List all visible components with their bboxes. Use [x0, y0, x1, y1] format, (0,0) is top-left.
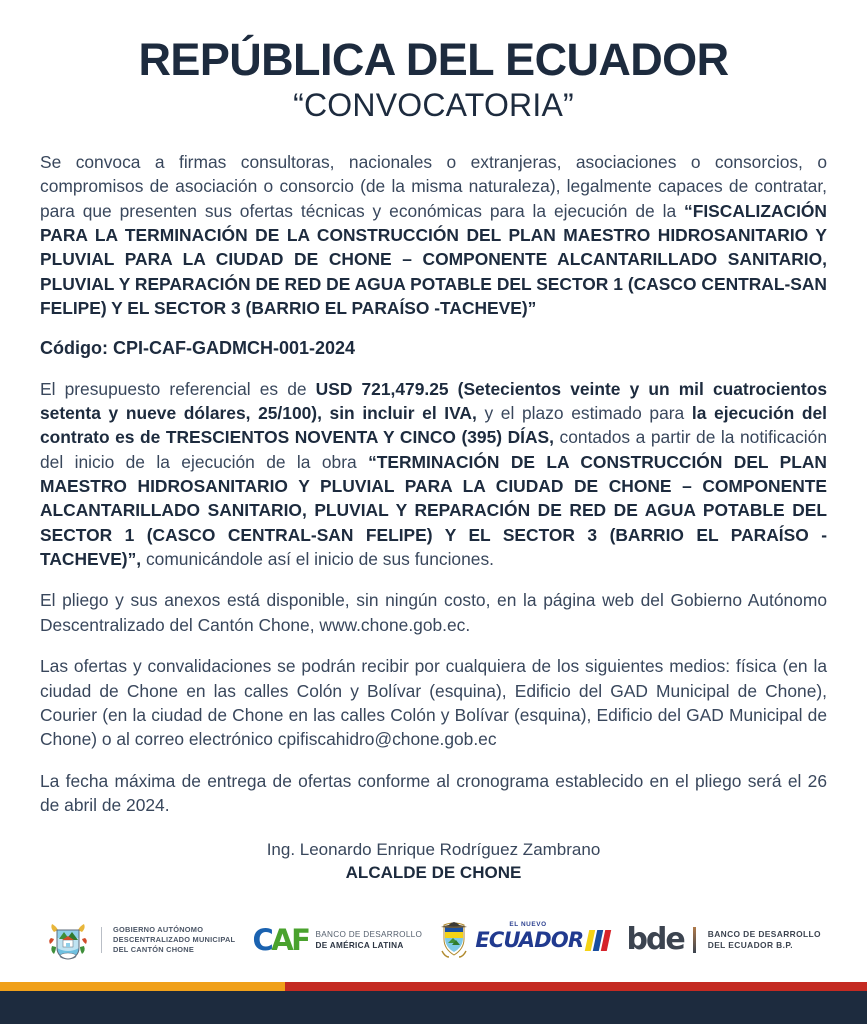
accent-bar — [0, 982, 867, 991]
ecuador-shield-icon — [439, 921, 469, 959]
bde-wordmark-icon: bde — [626, 922, 684, 957]
gad-line-3: DEL CANTÓN CHONE — [113, 944, 195, 954]
signature-block — [40, 839, 827, 885]
signatory-role: ALCALDE DE CHONE — [345, 863, 522, 883]
bde-label — [708, 929, 821, 952]
footer-logos — [0, 898, 867, 982]
accent-bar-red — [285, 982, 867, 991]
contract-term: la ejecución del contrato es de TRESCIENTOS NOVENTA Y CINCO (395) DÍAS, — [40, 402, 828, 448]
caf-line-2: DE AMÉRICA LATINA — [315, 941, 404, 950]
paragraph-presupuesto — [40, 377, 827, 572]
bde-divider — [693, 927, 696, 953]
gad-line-1: GOBIERNO AUTÓNOMO — [113, 925, 204, 935]
gad-line-2: DESCENTRALIZADO MUNICIPAL — [113, 935, 236, 944]
ecuador-flag-icon — [585, 930, 611, 951]
logo-ecuador — [439, 921, 609, 959]
paragraph-2-closing: comunicándole así el inicio de sus funciones. — [141, 549, 494, 570]
logo-divider — [101, 927, 102, 953]
ecuador-tagline: EL NUEVO — [509, 920, 547, 928]
logo-caf — [252, 922, 423, 957]
page-title: REPÚBLICA DEL ECUADOR — [138, 34, 729, 85]
term-notes: contados a partir de la notificación del inicio de la ejecución de la obra — [40, 427, 827, 472]
paragraph-ofertas: Las ofertas y convalidaciones se podrán recibir por cualquiera de los siguientes medios: física (en la ciudad de Chone en las calles Colón y Bolívar (esquina), Edificio del GAD Municipal de Chone), Courier (en la ciudad de Chone en las calles Colón y Bolívar (esquina), Edificio del GAD Municipal de Chone) o al correo electrónico cpifiscahidro@chone.gob.ec — [40, 656, 827, 750]
document-body — [0, 150, 867, 885]
paragraph-1-intro: Se convoca a firmas consultoras, nacionales o extranjeras, asociaciones o consorcios, o compromisos de asociación o consorcio (de la misma naturaleza), legalmente capaces de contratar, para que presenten sus ofertas técnicas y económicas para la ejecución de la — [40, 152, 827, 221]
logo-bde — [626, 922, 821, 957]
project-name-2: “TERMINACIÓN DE LA CONSTRUCCIÓN DEL PLAN MAESTRO HIDROSANITARIO Y PLUVIAL PARA LA CIUDAD DE CHONE – COMPONENTE ALCANTARILLADO SANITARIO, PLUVIAL Y REPARACIÓN DE RED DE AGUA POTABLE DEL SECTOR 1 (CASCO CENTRAL-SAN FELIPE) Y EL SECTOR 3 (BARRIO EL PARAÍSO -TACHEVE)”, — [40, 451, 827, 570]
term-intro: y el plazo estimado para — [476, 402, 692, 423]
logo-gad-chone — [46, 918, 235, 962]
caf-mark-c: C — [252, 922, 272, 957]
project-name-1: “FISCALIZACIÓN PARA LA TERMINACIÓN DE LA CONSTRUCCIÓN DEL PLAN MAESTRO HIDROSANITARIO Y PLUVIAL PARA LA CIUDAD DE CHONE – COMPONENTE ALCANTARILLADO SANITARIO, PLUVIAL Y REPARACIÓN DE RED DE AGUA POTABLE DEL SECTOR 1 (CASCO CENTRAL-SAN FELIPE) Y EL SECTOR 3 (BARRIO EL PARAÍSO -TACHEVE)” — [40, 200, 827, 319]
caf-wordmark-icon — [252, 922, 309, 957]
bde-line-1: BANCO DE DESARROLLO — [707, 928, 821, 939]
gad-chone-label — [113, 925, 235, 955]
ecuador-wordmark — [475, 920, 609, 952]
caf-mark-af: AF — [271, 922, 309, 957]
ecuador-name: ECUADOR — [475, 927, 584, 952]
paragraph-convocatoria — [40, 150, 827, 321]
budget-amount: USD 721,479.25 (Setecientos veinte y un mil cuatrocientos setenta y nueve dólares, 25/100), sin incluir el IVA, — [40, 378, 827, 423]
budget-intro: El presupuesto referencial es de — [40, 378, 316, 399]
process-code: Código: CPI-CAF-GADMCH-001-2024 — [40, 337, 356, 358]
document-header — [0, 0, 867, 124]
caf-label — [316, 929, 423, 951]
caf-line-1: BANCO DE DESARROLLO — [315, 929, 423, 939]
paragraph-fecha-maxima: La fecha máxima de entrega de ofertas conforme al cronograma establecido en el pliego será el 26 de abril de 2024. — [40, 770, 827, 815]
bde-line-2: DEL ECUADOR B.P. — [707, 940, 793, 950]
paragraph-pliego: El pliego y sus anexos está disponible, sin ningún costo, en la página web del Gobierno Autónomo Descentralizado del Cantón Chone, www.chone.gob.ec. — [40, 590, 827, 635]
footer-navy-bar — [0, 991, 867, 1024]
page-subtitle: “CONVOCATORIA” — [293, 87, 574, 124]
signatory-name: Ing. Leonardo Enrique Rodríguez Zambrano — [266, 840, 601, 860]
accent-bar-yellow — [0, 982, 285, 991]
footer-bars — [0, 982, 867, 1024]
chone-coat-of-arms-icon — [46, 918, 90, 962]
